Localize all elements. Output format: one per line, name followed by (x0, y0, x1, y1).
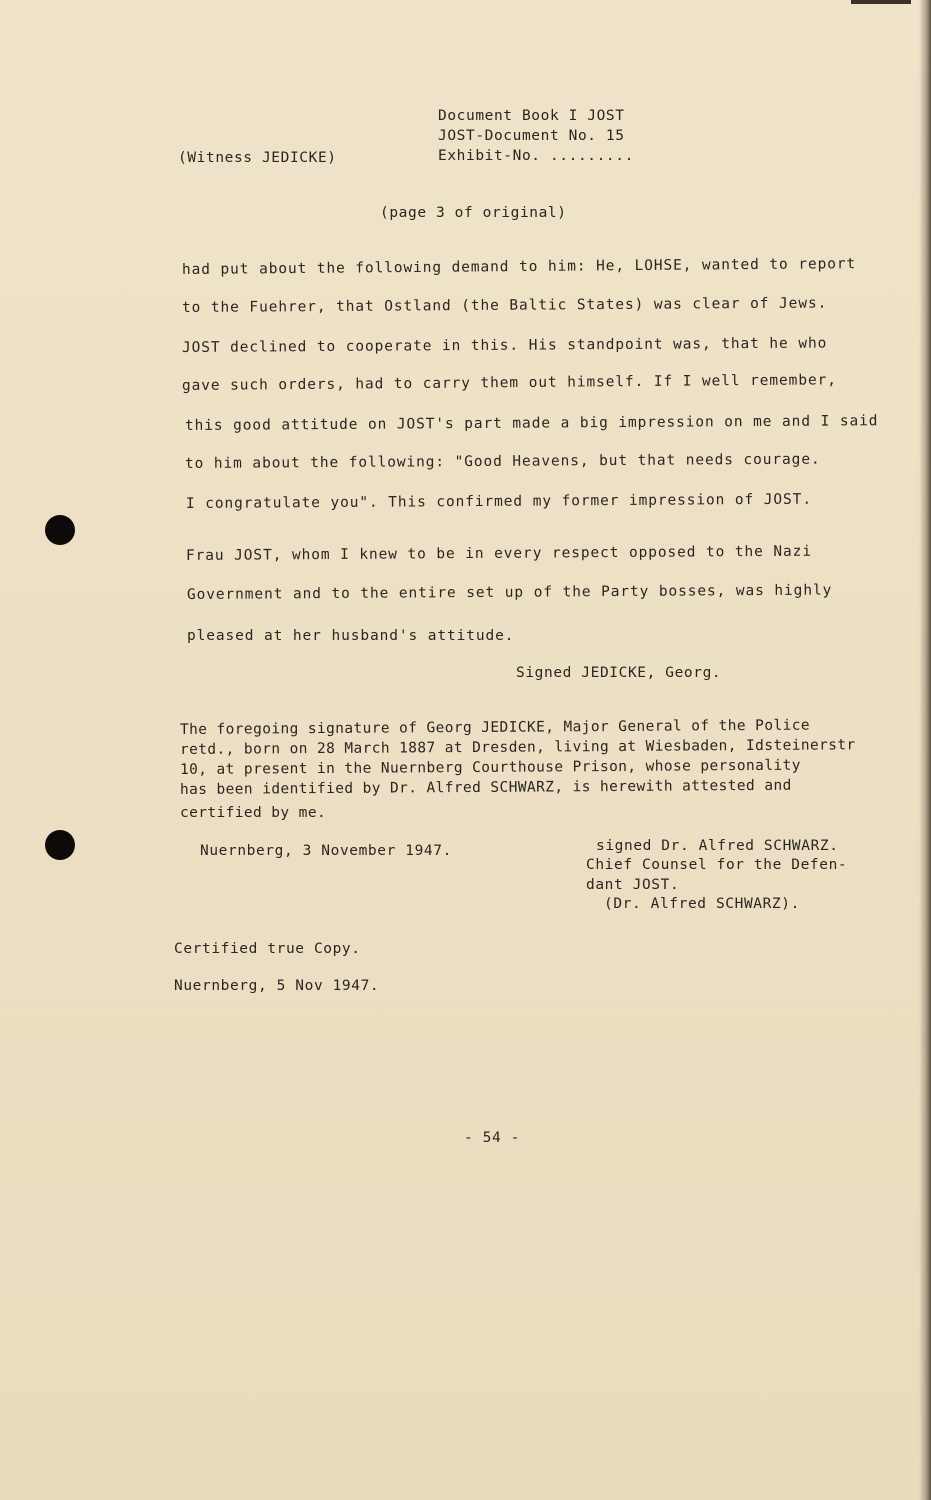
certified-copy-label: Certified true Copy. (174, 941, 361, 957)
page-edge-mark (851, 0, 911, 4)
certification-line: retd., born on 28 March 1887 at Dresden, living at Wiesbaden, Idsteinerstr (179, 737, 856, 758)
document-number-label: JOST-Document No. 15 (438, 128, 625, 144)
paragraph-line: gave such orders, had to carry them out himself. If I well remember, (181, 372, 837, 394)
certification-line: certified by me. (180, 805, 327, 821)
paragraph-line: Government and to the entire set up of the Party bosses, was highly (186, 582, 833, 603)
page-reference: (page 3 of original) (380, 205, 567, 221)
paragraph-line: I congratulate you". This confirmed my former impression of JOST. (185, 491, 812, 512)
document-book-label: Document Book I JOST (438, 108, 625, 124)
paragraph-line: Frau JOST, whom I knew to be in every respect opposed to the Nazi (185, 543, 812, 564)
page-edge-shadow (919, 0, 931, 1500)
counsel-signature-line: signed Dr. Alfred SCHWARZ. (596, 838, 839, 854)
witness-signature: Signed JEDICKE, Georg. (516, 665, 722, 681)
exhibit-number-label: Exhibit-No. ......... (438, 148, 634, 164)
counsel-signature-line: (Dr. Alfred SCHWARZ). (604, 896, 800, 912)
witness-label: (Witness JEDICKE) (178, 150, 337, 166)
certified-copy-date: Nuernberg, 5 Nov 1947. (174, 978, 380, 994)
punch-hole-icon (45, 830, 75, 860)
paragraph-line: to the Fuehrer, that Ostland (the Baltic States) was clear of Jews. (181, 295, 828, 316)
certification-line: has been identified by Dr. Alfred SCHWARZ, is herewith attested and (179, 777, 792, 798)
counsel-signature-line: dant JOST. (586, 877, 680, 893)
paragraph-line: pleased at her husband's attitude. (187, 628, 515, 644)
paragraph-line: to him about the following: "Good Heavens, but that needs courage. (184, 451, 821, 472)
certification-line: 10, at present in the Nuernberg Courthouse Prison, whose personality (179, 757, 801, 778)
page-number: - 54 - (464, 1130, 520, 1146)
punch-hole-icon (45, 515, 75, 545)
paragraph-line: had put about the following demand to him: He, LOHSE, wanted to report (181, 256, 857, 278)
paragraph-line: this good attitude on JOST's part made a big impression on me and I said (184, 413, 879, 434)
paragraph-line: JOST declined to cooperate in this. His standpoint was, that he who (181, 335, 828, 356)
counsel-signature-line: Chief Counsel for the Defen- (586, 857, 848, 873)
place-date: Nuernberg, 3 November 1947. (200, 843, 452, 859)
certification-line: The foregoing signature of Georg JEDICKE, Major General of the Police (179, 717, 810, 738)
